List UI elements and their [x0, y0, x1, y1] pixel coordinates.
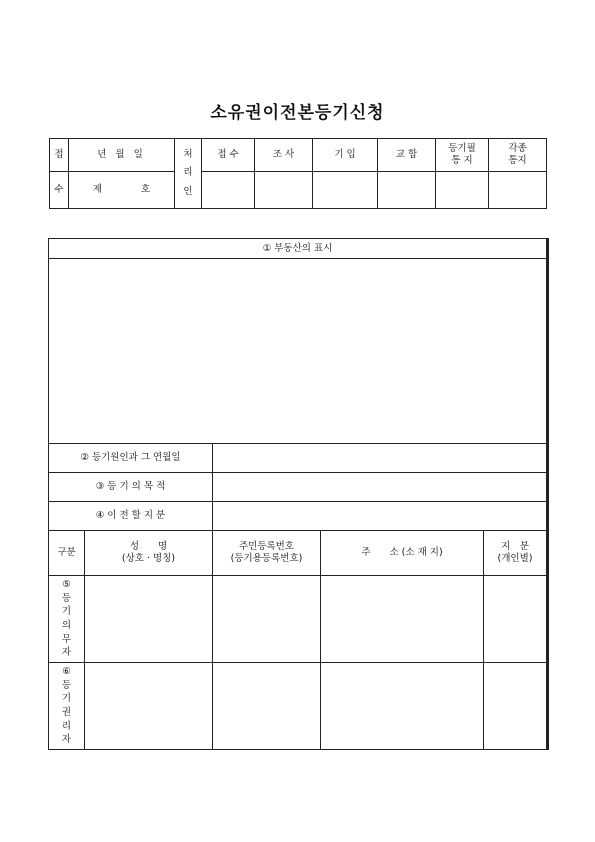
- cell-entry-blank[interactable]: [313, 172, 378, 209]
- number-label-left: 제: [92, 184, 103, 196]
- holder-label: [49, 663, 85, 750]
- obligor-label-char: 기: [61, 606, 72, 618]
- col-registration-notice: 등기필 통 지: [436, 139, 489, 172]
- transfer-share-field[interactable]: [213, 502, 548, 531]
- header-name-line1: 성 명: [129, 541, 168, 553]
- processor-label-char: 인: [183, 185, 193, 197]
- receipt-side-label-top: 접: [50, 139, 69, 172]
- col-inspect: 조 사: [255, 139, 313, 172]
- obligor-share-field[interactable]: [484, 576, 548, 663]
- number-label-right: 호: [140, 184, 151, 196]
- processor-label-char: 처: [183, 149, 193, 161]
- obligor-address-field[interactable]: [321, 576, 484, 663]
- col-receipt: 접 수: [202, 139, 255, 172]
- holder-label-char: ⑥: [62, 666, 71, 678]
- header-name: [85, 531, 213, 576]
- obligor-id-field[interactable]: [213, 576, 321, 663]
- section-property-header: ① 부동산의 표시: [49, 239, 548, 259]
- cell-inspect-blank[interactable]: [255, 172, 313, 209]
- processor-label-char: 리: [183, 167, 193, 179]
- holder-address-field[interactable]: [321, 663, 484, 750]
- cause-date-field[interactable]: [213, 444, 548, 473]
- obligor-label: [49, 576, 85, 663]
- header-id-line2: (등기용등록번호): [230, 553, 303, 564]
- obligor-label-char: 등: [61, 592, 72, 604]
- receipt-side-label-bottom: 수: [50, 172, 69, 209]
- document-title: 소유권이전본등기신청: [210, 103, 385, 123]
- transfer-share-label: ④ 이 전 할 지 분: [49, 502, 213, 531]
- purpose-label: ③ 등 기 의 목 적: [49, 473, 213, 502]
- header-name-line2: (상호 · 명칭): [121, 553, 176, 564]
- obligor-label-char: ⑤: [62, 579, 71, 591]
- cell-receipt-blank[interactable]: [202, 172, 255, 209]
- obligor-label-char: 의: [61, 620, 72, 631]
- obligor-label-char: 무: [61, 633, 72, 645]
- cell-various-notice-blank[interactable]: [489, 172, 547, 209]
- header-address: 주 소 (소 재 지): [321, 531, 484, 576]
- col-various-notice: 각종 통지: [489, 139, 547, 172]
- purpose-field[interactable]: [213, 473, 548, 502]
- receipt-date-label: 년 월 일: [69, 139, 175, 172]
- holder-id-field[interactable]: [213, 663, 321, 750]
- holder-name-field[interactable]: [85, 663, 213, 750]
- holder-label-char: 권: [61, 707, 72, 718]
- cell-verify-blank[interactable]: [378, 172, 436, 209]
- header-share-line1: 지 분: [501, 541, 529, 553]
- cause-date-label: ② 등기원인과 그 연월일: [49, 444, 213, 473]
- receipt-number-label: [69, 172, 175, 209]
- holder-label-char: 리: [61, 720, 72, 732]
- header-share-line2: (개인별): [497, 553, 533, 564]
- application-table: [48, 238, 549, 750]
- obligor-name-field[interactable]: [85, 576, 213, 663]
- header-category: 구분: [49, 531, 85, 576]
- col-entry: 기 입: [313, 139, 378, 172]
- holder-label-char: 등: [61, 679, 72, 691]
- holder-share-field[interactable]: [484, 663, 548, 750]
- property-description-field[interactable]: [49, 259, 548, 444]
- receipt-table: [49, 138, 547, 209]
- processor-label: [175, 139, 202, 209]
- col-verify: 교 합: [378, 139, 436, 172]
- cell-registration-notice-blank[interactable]: [436, 172, 489, 209]
- holder-label-char: 자: [61, 734, 72, 746]
- header-share: [484, 531, 548, 576]
- obligor-label-char: 자: [61, 647, 72, 659]
- header-id-number: [213, 531, 321, 576]
- header-id-line1: 주민등록번호: [238, 541, 295, 553]
- holder-label-char: 기: [61, 693, 72, 705]
